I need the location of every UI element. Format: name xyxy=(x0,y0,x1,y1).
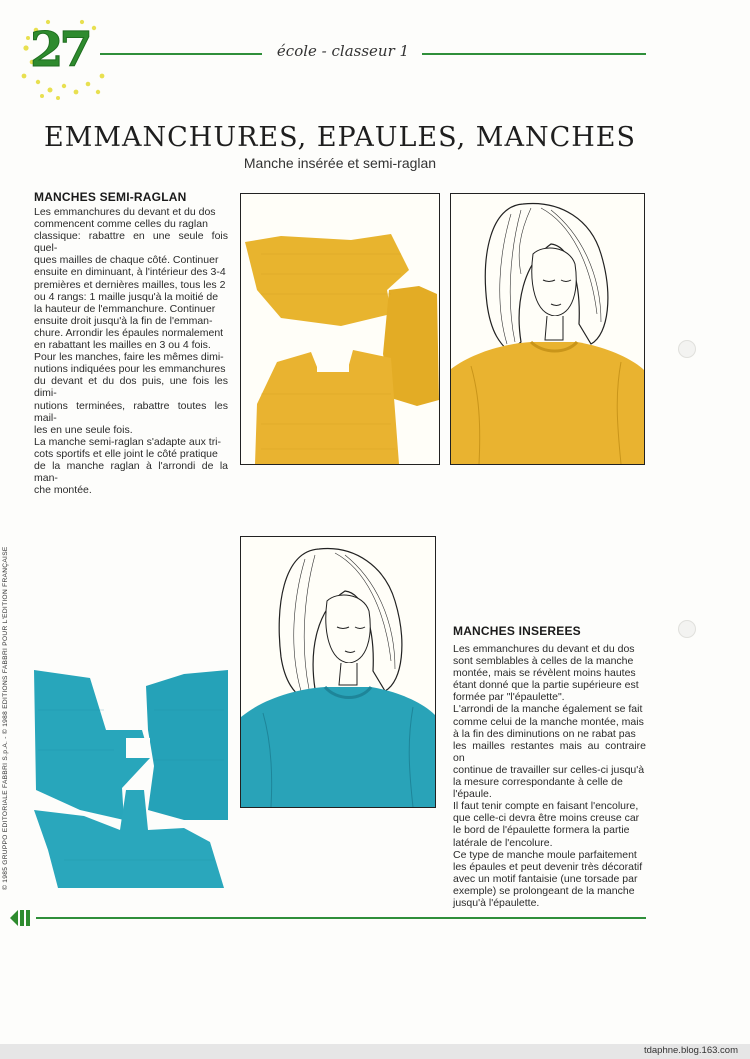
text-line: exemple) se prolongeant de la manche xyxy=(453,884,635,897)
text-line: du devant et du dos puis, une fois les dimi- xyxy=(34,375,228,400)
text-line: la hauteur de l'emmanchure. Continuer xyxy=(34,302,216,315)
text-line: nutions indiquées pour les emmanchures xyxy=(34,363,226,376)
header-rule-right xyxy=(422,53,646,55)
text-line: jusqu'à l'épaulette. xyxy=(453,896,540,909)
text-line: ou 4 rangs: 1 maille jusqu'à la moitié de xyxy=(34,290,219,303)
text-line: les en une seule fois. xyxy=(34,423,133,436)
text-line: à la fin des diminutions on ne rabat pas xyxy=(453,727,636,740)
text-line: les épaules et peut devenir très décoratif xyxy=(453,860,643,873)
footer-rule xyxy=(36,917,646,919)
text-line: chure. Arrondir les épaules normalement xyxy=(34,326,224,339)
text-line: Ce type de manche moule parfaitement xyxy=(453,848,637,861)
blue-knit-pieces-photo xyxy=(34,670,228,888)
text-line: classique: rabattre en une seule fois quel- xyxy=(34,230,228,255)
text-line: de la manche raglan à l'arrondi de la man- xyxy=(34,459,228,485)
text-line: L'arrondi de la manche également se fait xyxy=(453,703,643,716)
text-line: que celle-ci devra être moins creuse car xyxy=(453,812,640,825)
text-line: formée par "l'épaulette". xyxy=(453,691,565,704)
text-line: Les emmanchures du devant et du dos xyxy=(453,643,635,655)
header-rule-left xyxy=(100,53,262,55)
text-line: comme celui de la manche montée, mais xyxy=(453,715,644,728)
text-line: nutions terminées, rabattre toutes les mail- xyxy=(34,399,228,424)
section-text-inserees xyxy=(453,643,646,909)
punch-hole-top xyxy=(678,340,696,358)
text-line: l'épaule. xyxy=(453,788,492,801)
text-line: le bord de l'épaulette formera la partie xyxy=(453,824,630,837)
yellow-sweater-illustration xyxy=(450,193,645,465)
text-line: premières et dernières mailles, tous les 2 xyxy=(34,278,226,291)
text-line: Il faut tenir compte en faisant l'encolure, xyxy=(453,800,639,813)
section-text-semi-raglan xyxy=(34,206,228,496)
page-subtitle: Manche insérée et semi-raglan xyxy=(243,155,437,171)
text-line: latérale de l'encolure. xyxy=(453,836,553,849)
text-line: montée, mais se révèlent moins hautes xyxy=(453,667,636,680)
footer-arrow-icon xyxy=(10,910,32,926)
text-line: La manche semi-raglan s'adapte aux tri- xyxy=(34,435,222,448)
text-line: avec un motif fantaisie (une torsade par xyxy=(453,872,638,885)
yellow-knit-pieces-photo xyxy=(240,193,440,465)
text-line: continue de travailler sur celles-ci jusqu'à xyxy=(453,763,645,776)
text-line: Pour les manches, faire les mêmes dimi- xyxy=(34,351,224,364)
header-label: école - classeur 1 xyxy=(276,42,410,60)
text-line: commencent comme celles du raglan xyxy=(34,218,208,231)
section-heading-semi-raglan: MANCHES SEMI-RAGLAN xyxy=(34,190,187,204)
copyright-credit: © 1985 GRUPPO EDITORIALE FABBRI S.p.A. - © 1988 EDITIONS FABBRI POUR L'EDITION FRANÇAISE xyxy=(2,546,9,890)
punch-hole-bottom xyxy=(678,620,696,638)
text-line: che montée. xyxy=(34,484,92,497)
text-line: étant donné que la partie supérieure est xyxy=(453,679,639,692)
text-line: la mesure correspondante à celle de xyxy=(453,776,623,789)
text-line: ensuite droit jusqu'à la fin de l'emman- xyxy=(34,314,213,327)
text-line: cots sportifs et elle joint le côté pratique xyxy=(34,447,218,460)
page-number: 27 xyxy=(30,22,89,78)
text-line: ques mailles de chaque côté. Continuer xyxy=(34,254,219,267)
text-line: ensuite en diminuant, à l'intérieur des 3-4 xyxy=(34,266,226,279)
footer-bar xyxy=(0,1044,750,1059)
text-line: sont semblables à celles de la manche xyxy=(453,655,634,668)
footer-site: tdaphne.blog.163.com xyxy=(643,1045,738,1056)
page-title: EMMANCHURES, EPAULES, MANCHES xyxy=(44,122,636,153)
section-heading-inserees: MANCHES INSEREES xyxy=(453,624,581,638)
text-line: Les emmanchures du devant et du dos xyxy=(34,206,216,218)
blue-sweater-illustration xyxy=(240,536,436,808)
text-line: les mailles restantes mais au contraire on xyxy=(453,739,646,764)
text-line: en rabattant les mailles en 3 ou 4 fois. xyxy=(34,339,211,352)
